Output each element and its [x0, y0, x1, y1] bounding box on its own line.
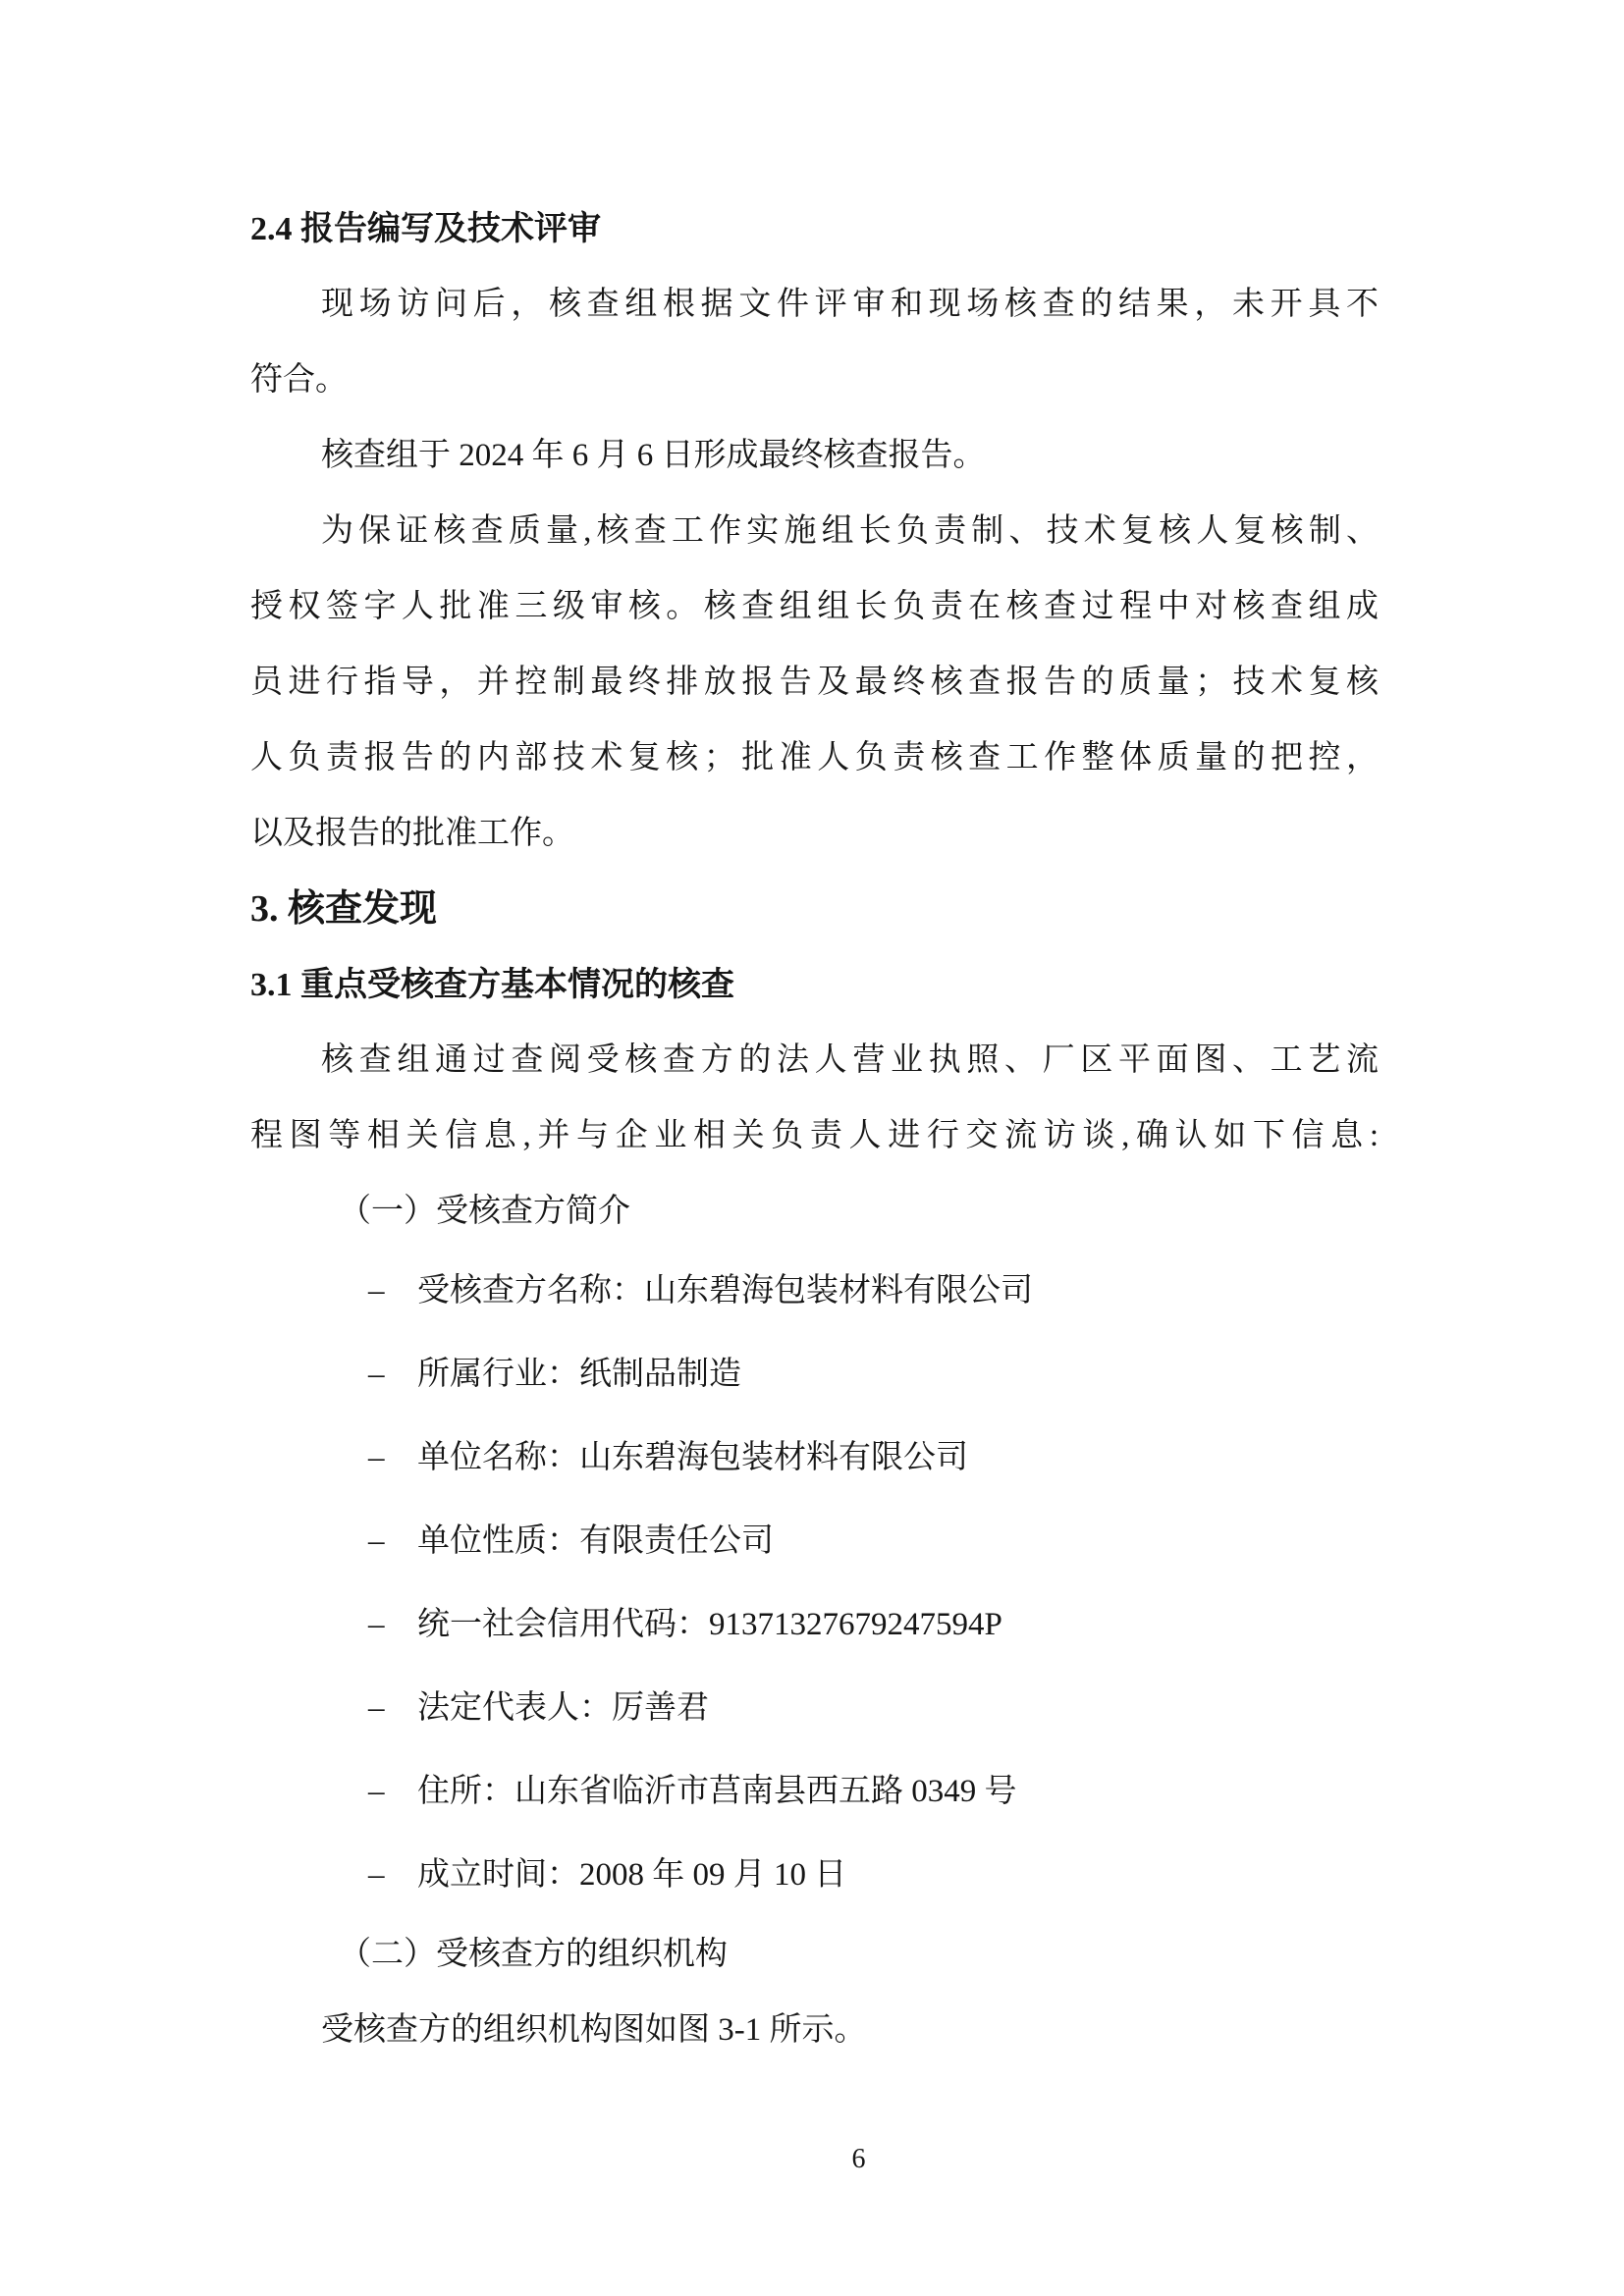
dash-bullet: – — [368, 1607, 385, 1642]
list-item-text: 单位性质：有限责任公司 — [417, 1523, 774, 1559]
paragraph-line: 为保证核查质量,核查工作实施组长负责制、技术复核人复核制、 — [321, 513, 1379, 549]
page-number: 6 — [851, 2144, 866, 2174]
dash-bullet: – — [368, 1273, 385, 1308]
list-item-text: 统一社会信用代码：91371327679247594P — [417, 1607, 1002, 1642]
dash-bullet: – — [368, 1857, 385, 1893]
list-item — [250, 1333, 1379, 1416]
list-item — [250, 1750, 1379, 1834]
paragraph-final-report: 核查组于 2024 年 6 月 6 日形成最终核查报告。 — [321, 438, 986, 473]
heading-2-4: 2.4 报告编写及技术评审 — [250, 211, 601, 247]
list-item-text: 所属行业：纸制品制造 — [417, 1357, 741, 1392]
subsection-one-label: （一）受核查方简介 — [339, 1194, 630, 1229]
dash-bullet: – — [368, 1523, 385, 1559]
paragraph-quality-control — [250, 494, 1379, 872]
paragraph-after-visit — [250, 267, 1379, 418]
paragraph-line: 符合。 — [250, 362, 348, 398]
bullet-list — [250, 1250, 1379, 1917]
paragraph-line: 员进行指导，并控制最终排放报告及最终核查报告的质量；技术复核 — [250, 665, 1379, 700]
heading-3: 3. 核查发现 — [250, 888, 438, 930]
list-item — [250, 1500, 1379, 1583]
dash-bullet: – — [368, 1440, 385, 1475]
paragraph-line: 以及报告的批准工作。 — [250, 816, 574, 851]
list-item-text: 住所：山东省临沂市莒南县西五路 0349 号 — [417, 1774, 1017, 1809]
paragraph-line: 核查组通过查阅受核查方的法人营业执照、厂区平面图、工艺流 — [321, 1042, 1379, 1078]
dash-bullet: – — [368, 1774, 385, 1809]
subsection-two-label: （二）受核查方的组织机构 — [339, 1937, 728, 1972]
paragraph-line: 授权签字人批准三级审核。核查组组长负责在核查过程中对核查组成 — [250, 589, 1379, 624]
list-item — [250, 1583, 1379, 1667]
list-item — [250, 1250, 1379, 1333]
paragraph-line: 人负责报告的内部技术复核；批准人负责核查工作整体质量的把控， — [250, 740, 1379, 775]
list-item-text: 成立时间：2008 年 09 月 10 日 — [417, 1857, 847, 1893]
paragraph-line: 程图等相关信息,并与企业相关负责人进行交流访谈,确认如下信息: — [250, 1118, 1379, 1153]
list-item-text: 受核查方名称：山东碧海包装材料有限公司 — [417, 1273, 1033, 1308]
list-item — [250, 1416, 1379, 1500]
paragraph-org-chart: 受核查方的组织机构图如图 3-1 所示。 — [321, 2012, 867, 2048]
paragraph-basic-info — [250, 1023, 1379, 1174]
dash-bullet: – — [368, 1357, 385, 1392]
list-item-text: 法定代表人：厉善君 — [417, 1690, 709, 1726]
list-item — [250, 1667, 1379, 1750]
dash-bullet: – — [368, 1690, 385, 1726]
list-item-text: 单位名称：山东碧海包装材料有限公司 — [417, 1440, 968, 1475]
heading-3-1: 3.1 重点受核查方基本情况的核查 — [250, 967, 734, 1003]
list-item — [250, 1834, 1379, 1917]
paragraph-line: 现场访问后，核查组根据文件评审和现场核查的结果，未开具不 — [321, 287, 1379, 322]
